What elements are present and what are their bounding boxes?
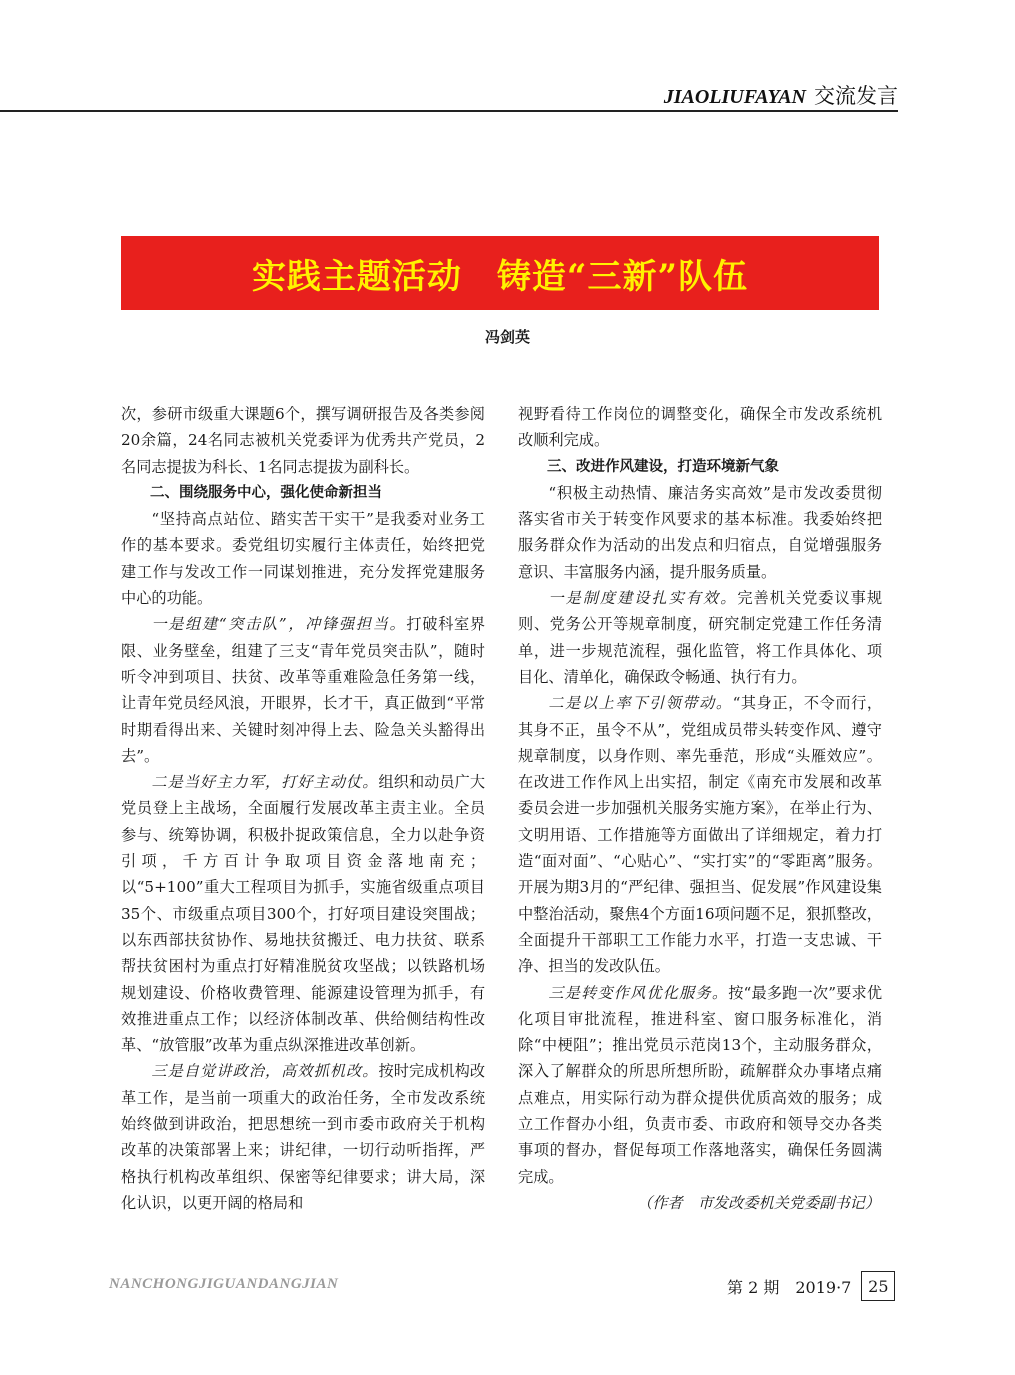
paragraph-lead: 一是制度建设扎实有效。: [548, 589, 738, 608]
section-label: [664, 80, 898, 110]
publication-name: NANCHONGJIGUANDANGJIAN: [109, 1276, 339, 1292]
section-label-cn: 交流发言: [814, 85, 898, 108]
section-heading: 二、围绕服务中心，强化使命新担当: [150, 484, 382, 501]
author-note: （作者 市发改委机关党委副书记）: [637, 1193, 880, 1212]
paragraph-lead: 二是当好主力军，打好主动仗。: [151, 773, 379, 792]
paragraph-lead: 二是以上率下引领带动。: [548, 694, 733, 713]
paragraph: [518, 690, 882, 979]
section-heading: 三、改进作风建设，打造环境新气象: [547, 458, 779, 475]
paragraph: [121, 769, 485, 1058]
paragraph: “积极主动热情、廉洁务实高效”是市发改委贯彻落实省市关于转变作风要求的基本标准。我委始终把服务群众作为活动的出发点和归宿点，自觉增强服务意识、丰富服务内涵，提升服务质量。: [518, 483, 882, 581]
paragraph-lead: 一是组建“突击队”，冲锋强担当。: [151, 615, 407, 634]
paragraph: [121, 611, 485, 769]
paragraph: [121, 1058, 485, 1216]
paragraph-lead: 三是转变作风优化服务。: [548, 983, 729, 1002]
issue-info: 第 2 期 2019·7: [727, 1277, 852, 1297]
paragraph-body: “其身正，不令而行，其身不正，虽令不从”，党组成员带头转变作风、遵守规章制度，以身作则、率先垂范，形成“头雁效应”。在改进工作作风上出实招，制定《南充市发展和改革委员会进一步加强机关服务实施方案》，在举止行为、文明用语、工作措施等方面做出了详细规定，着力打造“面对面”、“心贴心”、“实打实”的“零距离”服务。开展为期3月的“严纪律、强担当、促发展”作风建设集中整治活动，聚焦4个方面16项问题不足，狠抓整改，全面提升干部职工工作能力水平，打造一支忠诚、干净、担当的发改队伍。: [518, 694, 883, 976]
paragraph: 次，参研市级重大课题6个，撰写调研报告及各类参阅20余篇，24名同志被机关党委评为优秀共产党员，2名同志提拔为科长、1名同志提拔为副科长。: [121, 405, 485, 476]
paragraph: 视野看待工作岗位的调整变化，确保全市发改系统机改顺利完成。: [518, 405, 882, 450]
page-number: 25: [861, 1271, 895, 1301]
right-column: [518, 401, 882, 1216]
article-title: 实践主题活动 铸造“三新”队伍: [251, 256, 749, 297]
paragraph-body: 按“最多跑一次”要求优化项目审批流程，推进科室、窗口服务标准化，消除“中梗阻”；推出党员示范岗13个，主动服务群众，深入了解群众的所思所想所盼，疏解群众办事堵点痛点难点，用实际行动为群众提供优质高效的服务；成立工作督办小组，负责市委、市政府和领导交办各类事项的督办，督促每项工作落地落实，确保任务圆满完成。: [518, 983, 883, 1186]
page-footer: [727, 1271, 895, 1301]
paragraph-lead: 三是自觉讲政治，高效抓机改。: [151, 1062, 379, 1081]
title-banner: [121, 236, 879, 310]
page-header: [0, 70, 898, 112]
article-author: 冯剑英: [484, 328, 530, 346]
paragraph-body: 完善机关党委议事规则、党务公开等规章制度，研究制定党建工作任务清单，进一步规范流程，强化监管，将工作具体化、项目化、清单化，确保政令畅通、执行有力。: [518, 589, 883, 686]
left-column: [121, 401, 485, 1216]
paragraph-body: 按时完成机构改革工作，是当前一项重大的政治任务，全市发改系统始终做到讲政治，把思想统一到市委市政府关于机构改革的决策部署上来；讲纪律，一切行动听指挥，严格执行机构改革组织、保密等纪律要求；讲大局，深化认识，以更开阔的格局和: [121, 1062, 486, 1212]
paragraph-body: 打破科室界限、业务壁垒，组建了三支“青年党员突击队”，随时听令冲到项目、扶贫、改革等重难险急任务第一线，让青年党员经风浪，开眼界，长才干，真正做到“平常时期看得出来、关键时刻冲得上去、险急关头豁得出去”。: [121, 615, 485, 765]
paragraph: [518, 980, 882, 1190]
section-label-en: JIAOLIUFAYAN: [663, 86, 806, 108]
paragraph: “坚持高点站位、踏实苦干实干”是我委对业务工作的基本要求。委党组切实履行主体责任，始终把党建工作与发改工作一同谋划推进，充分发挥党建服务中心的功能。: [121, 510, 485, 608]
paragraph: [518, 585, 882, 690]
paragraph-body: 组织和动员广大党员登上主战场，全面履行发展改革主责主业。全员参与、统筹协调，积极扑捉政策信息，全力以赴争资引项，千方百计争取项目资金落地南充；以“5+100”重大工程项目为抓手，实施省级重点项目35个、市级重点项目300个，打好项目建设突围战；以东西部扶贫协作、易地扶贫搬迁、电力扶贫、联系帮扶贫困村为重点打好精准脱贫攻坚战；以铁路机场规划建设、价格收费管理、能源建设管理为抓手，有效推进重点工作；以经济体制改革、供给侧结构性改革、“放管服”改革为重点纵深推进改革创新。: [121, 773, 486, 1055]
